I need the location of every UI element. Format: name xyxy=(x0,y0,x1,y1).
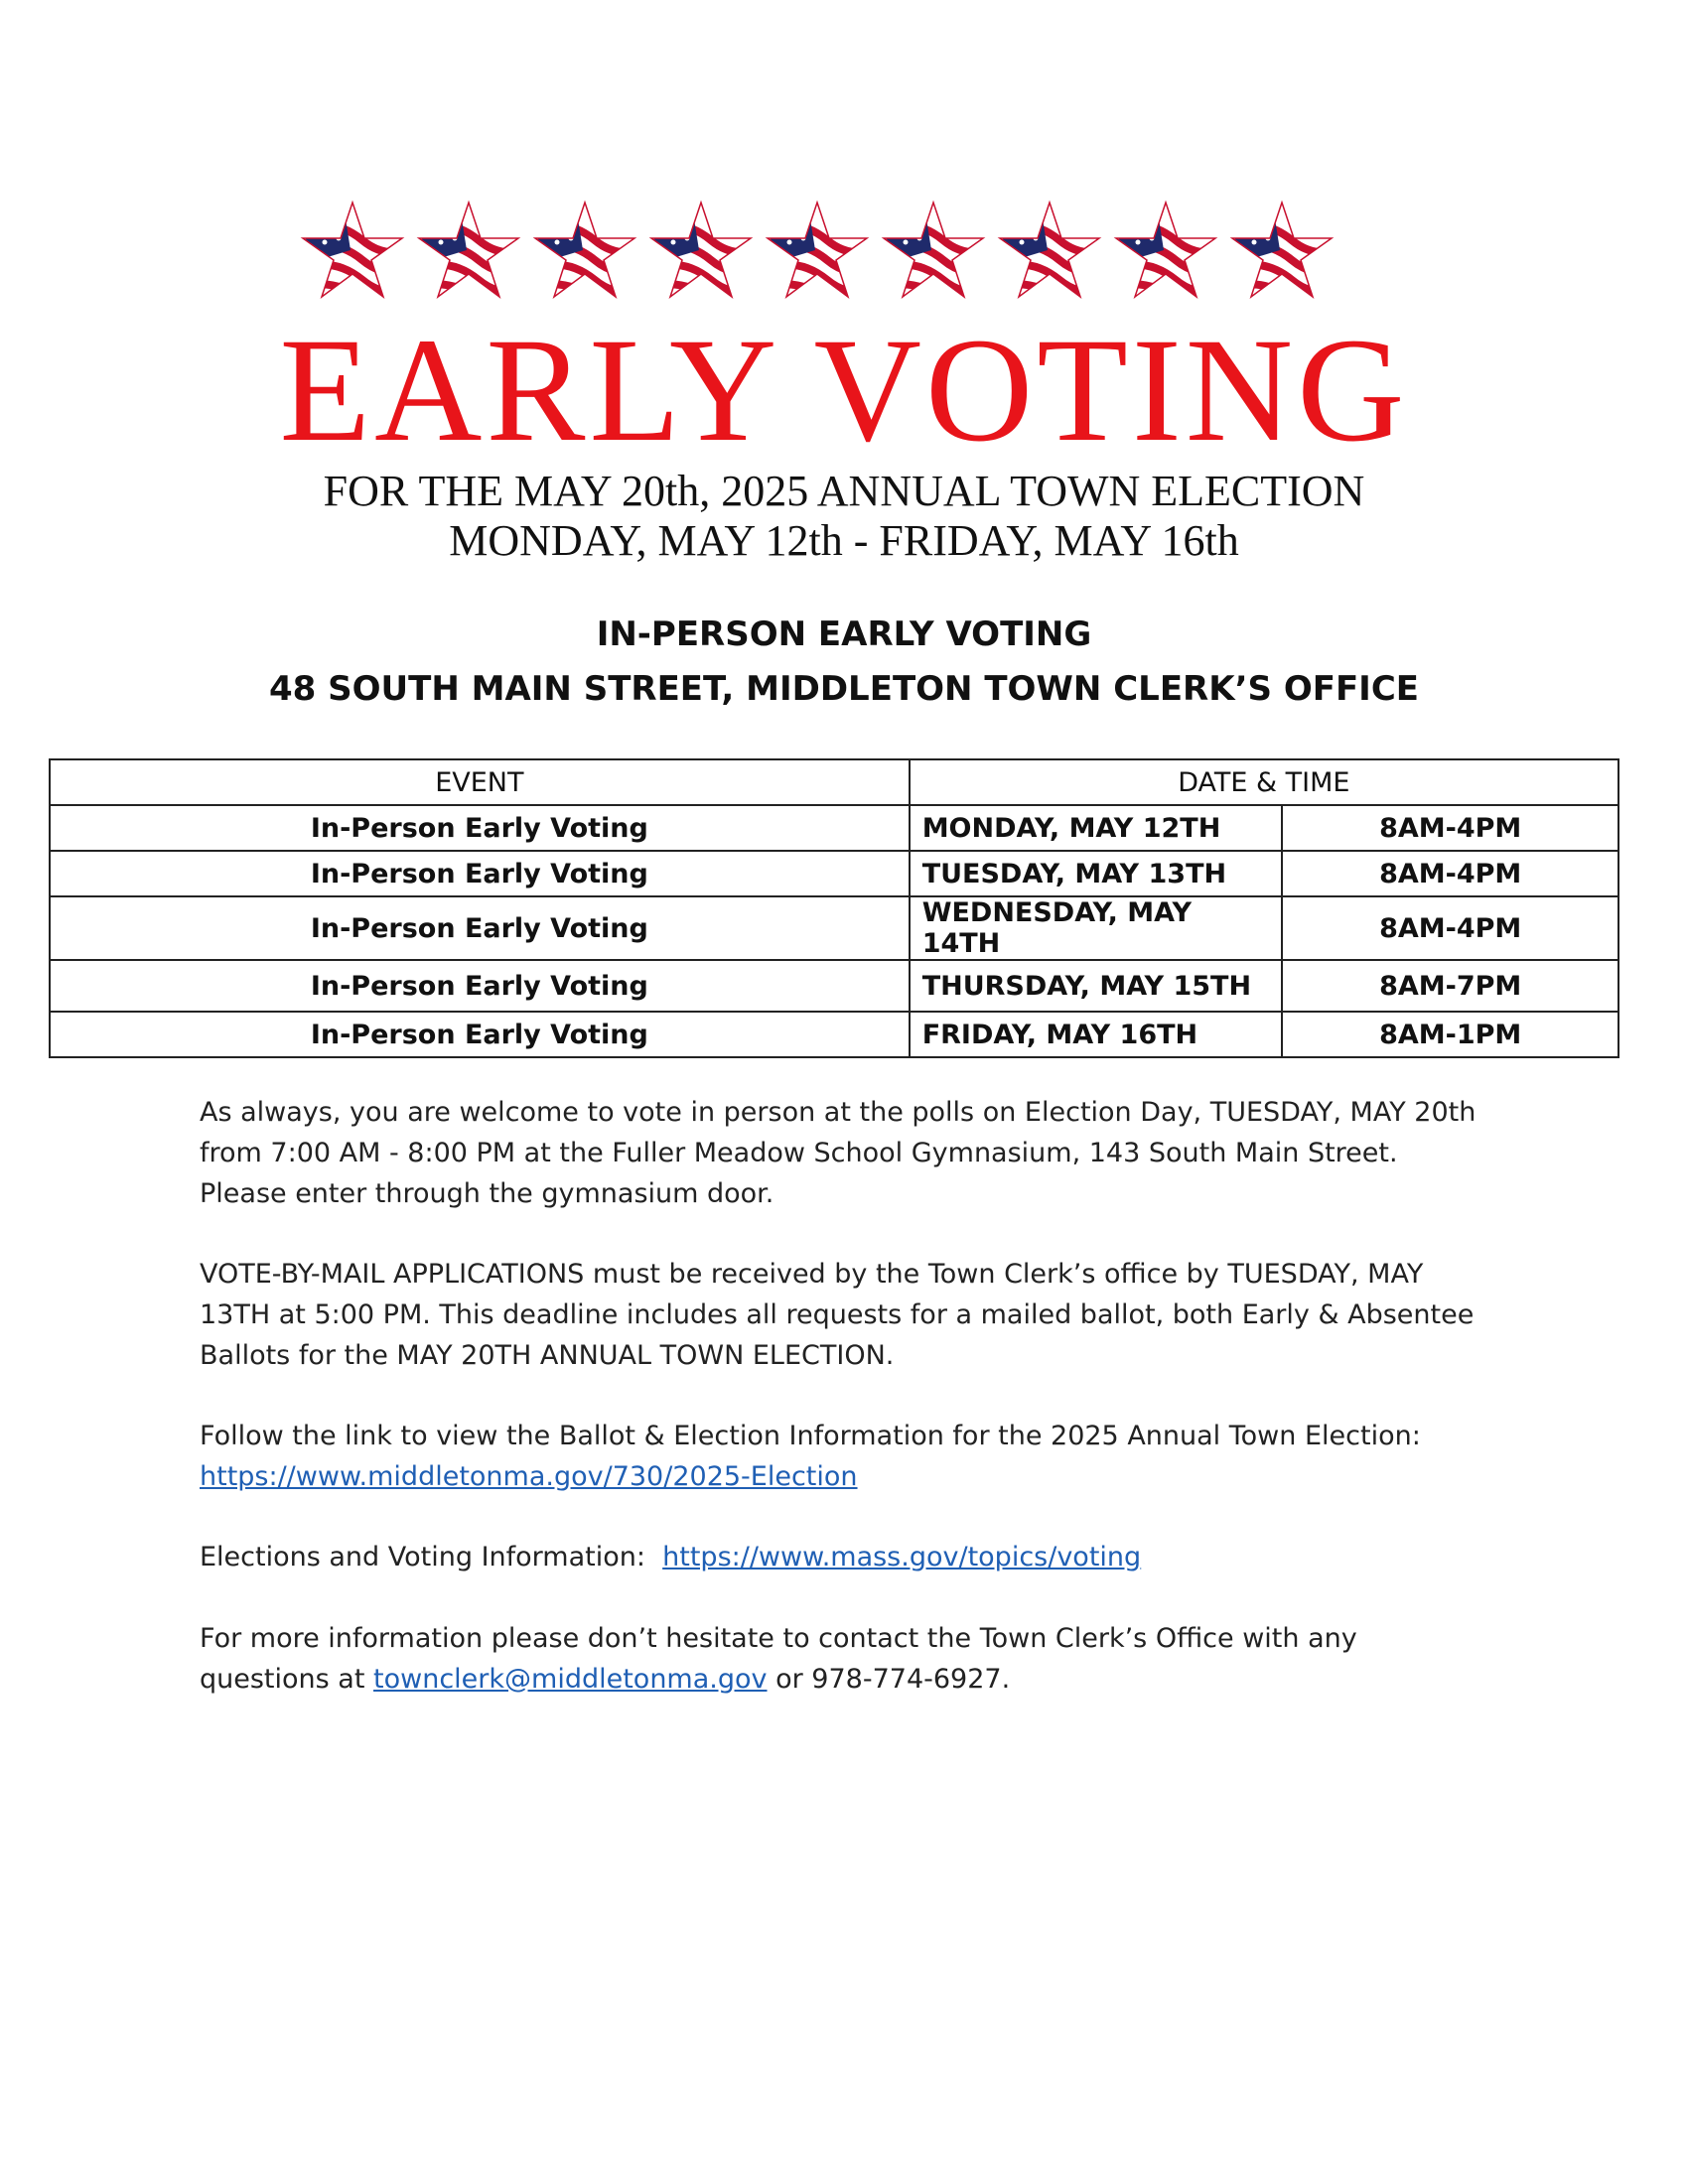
time-cell: 8AM-4PM xyxy=(1282,851,1618,896)
event-cell: In-Person Early Voting xyxy=(50,960,910,1012)
contact-suffix: or 978-774-6927. xyxy=(775,1664,1011,1695)
american-flag-star-icon xyxy=(990,201,1129,306)
table-row xyxy=(50,851,1618,896)
american-flag-star-icon xyxy=(758,201,897,306)
time-cell: 8AM-4PM xyxy=(1282,805,1618,851)
voting-info-paragraph xyxy=(200,1537,1510,1577)
date-time-header: DATE & TIME xyxy=(910,759,1618,805)
election-info-link[interactable]: https://www.middletonma.gov/730/2025-Election xyxy=(200,1461,858,1492)
town-clerk-email-link[interactable]: townclerk@middletonma.gov xyxy=(373,1664,768,1695)
american-flag-star-icon xyxy=(409,201,548,306)
paragraph-line: As always, you are welcome to vote in person at the polls on Election Day, TUESDAY, MAY 20th xyxy=(200,1097,1477,1128)
event-cell: In-Person Early Voting xyxy=(50,851,910,896)
date-cell: MONDAY, MAY 12TH xyxy=(910,805,1283,851)
american-flag-star-icon xyxy=(1106,201,1245,306)
subtitle-election: FOR THE MAY 20th, 2025 ANNUAL TOWN ELECTION xyxy=(323,467,1365,515)
stars-banner xyxy=(298,197,1350,306)
table-row xyxy=(50,1012,1618,1057)
paragraph-line: Please enter through the gymnasium door. xyxy=(200,1178,774,1209)
schedule-table xyxy=(49,758,1619,1058)
time-cell: 8AM-7PM xyxy=(1282,960,1618,1012)
event-cell: In-Person Early Voting xyxy=(50,805,910,851)
date-cell: TUESDAY, MAY 13TH xyxy=(910,851,1283,896)
paragraph-line: 13TH at 5:00 PM. This deadline includes all requests for a mailed ballot, both Early & Absentee xyxy=(200,1299,1475,1330)
date-cell: WEDNESDAY, MAY 14TH xyxy=(910,896,1283,960)
location-heading: 48 SOUTH MAIN STREET, MIDDLETON TOWN CLERK’S OFFICE xyxy=(268,669,1420,709)
voting-info-label: Elections and Voting Information: xyxy=(200,1542,645,1572)
date-cell: THURSDAY, MAY 15TH xyxy=(910,960,1283,1012)
contact-paragraph xyxy=(200,1618,1510,1700)
paragraph-line: Ballots for the MAY 20TH ANNUAL TOWN ELECTION. xyxy=(200,1340,895,1371)
paragraph-line: VOTE-BY-MAIL APPLICATIONS must be received by the Town Clerk’s office by TUESDAY, MAY xyxy=(200,1259,1424,1290)
contact-prefix: questions at xyxy=(200,1664,365,1695)
ballot-info-paragraph xyxy=(200,1416,1510,1497)
table-row xyxy=(50,805,1618,851)
page-title: EARLY VOTING xyxy=(279,308,1409,473)
section-heading: IN-PERSON EARLY VOTING xyxy=(596,614,1092,654)
time-cell: 8AM-4PM xyxy=(1282,896,1618,960)
event-cell: In-Person Early Voting xyxy=(50,896,910,960)
american-flag-star-icon xyxy=(298,201,432,306)
time-cell: 8AM-1PM xyxy=(1282,1012,1618,1057)
event-header: EVENT xyxy=(50,759,910,805)
paragraph-line: Follow the link to view the Ballot & Election Information for the 2025 Annual Town Election: xyxy=(200,1421,1421,1451)
election-day-paragraph xyxy=(200,1092,1510,1214)
paragraph-line: from 7:00 AM - 8:00 PM at the Fuller Meadow School Gymnasium, 143 South Main Street. xyxy=(200,1138,1398,1168)
date-cell: FRIDAY, MAY 16TH xyxy=(910,1012,1283,1057)
event-cell: In-Person Early Voting xyxy=(50,1012,910,1057)
american-flag-star-icon xyxy=(874,201,1013,306)
table-header-row xyxy=(50,759,1618,805)
american-flag-star-icon xyxy=(525,201,664,306)
american-flag-star-icon xyxy=(1222,201,1350,306)
vote-by-mail-paragraph xyxy=(200,1254,1510,1376)
table-row xyxy=(50,896,1618,960)
subtitle-dates: MONDAY, MAY 12th - FRIDAY, MAY 16th xyxy=(449,516,1239,565)
paragraph-line: For more information please don’t hesitate to contact the Town Clerk’s Office with any xyxy=(200,1623,1357,1654)
mass-voting-link[interactable]: https://www.mass.gov/topics/voting xyxy=(662,1542,1142,1572)
american-flag-star-icon xyxy=(641,201,780,306)
table-row xyxy=(50,960,1618,1012)
